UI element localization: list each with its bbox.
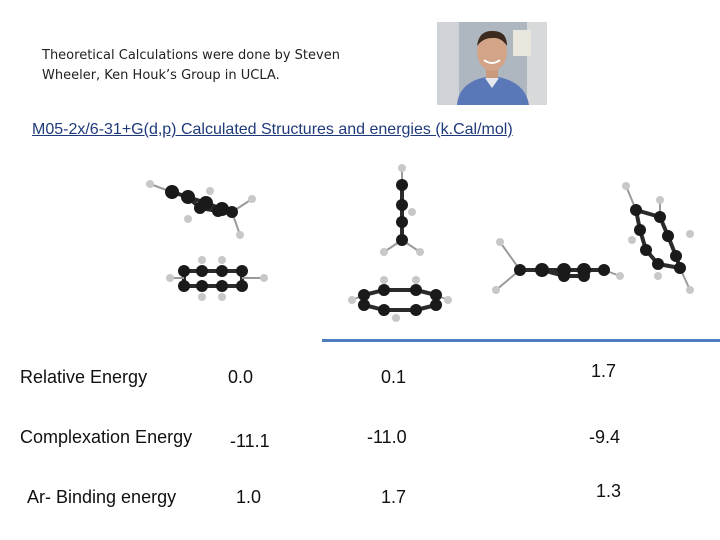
ar-binding-energy-structure-1: 1.0: [236, 487, 262, 507]
molecule-structure-2: [340, 160, 460, 325]
ar-binding-energy-structure-3: 1.3: [596, 481, 622, 501]
credit-line-1: Theoretical Calculations were done by Steven: [42, 48, 340, 63]
ar-binding-energy-structure-2: 1.7: [381, 487, 407, 507]
calculation-heading: M05-2x/6-31+G(d,p) Calculated Structures and energies (k.Cal/mol): [32, 121, 513, 138]
row-label-relative-energy: Relative Energy: [20, 367, 148, 387]
relative-energy-structure-1: 0.0: [228, 367, 254, 387]
credit-text: [42, 46, 340, 86]
complexation-energy-structure-2: -11.0: [367, 427, 407, 447]
relative-energy-structure-3: 1.7: [591, 361, 617, 381]
portrait-image: [437, 22, 547, 105]
researcher-photo: [437, 22, 547, 105]
complexation-energy-structure-3: -9.4: [589, 427, 621, 447]
credit-line-2: Wheeler, Ken Houk’s Group in UCLA.: [42, 68, 280, 83]
molecule-structure-3: [480, 172, 710, 312]
table-divider: [322, 339, 720, 342]
row-label-complexation-energy: Complexation Energy: [20, 427, 193, 447]
complexation-energy-structure-1: -11.1: [230, 431, 270, 451]
row-label-ar-binding-energy: Ar- Binding energy: [27, 487, 177, 507]
molecule-structure-1: [140, 175, 300, 325]
relative-energy-structure-2: 0.1: [381, 367, 407, 387]
